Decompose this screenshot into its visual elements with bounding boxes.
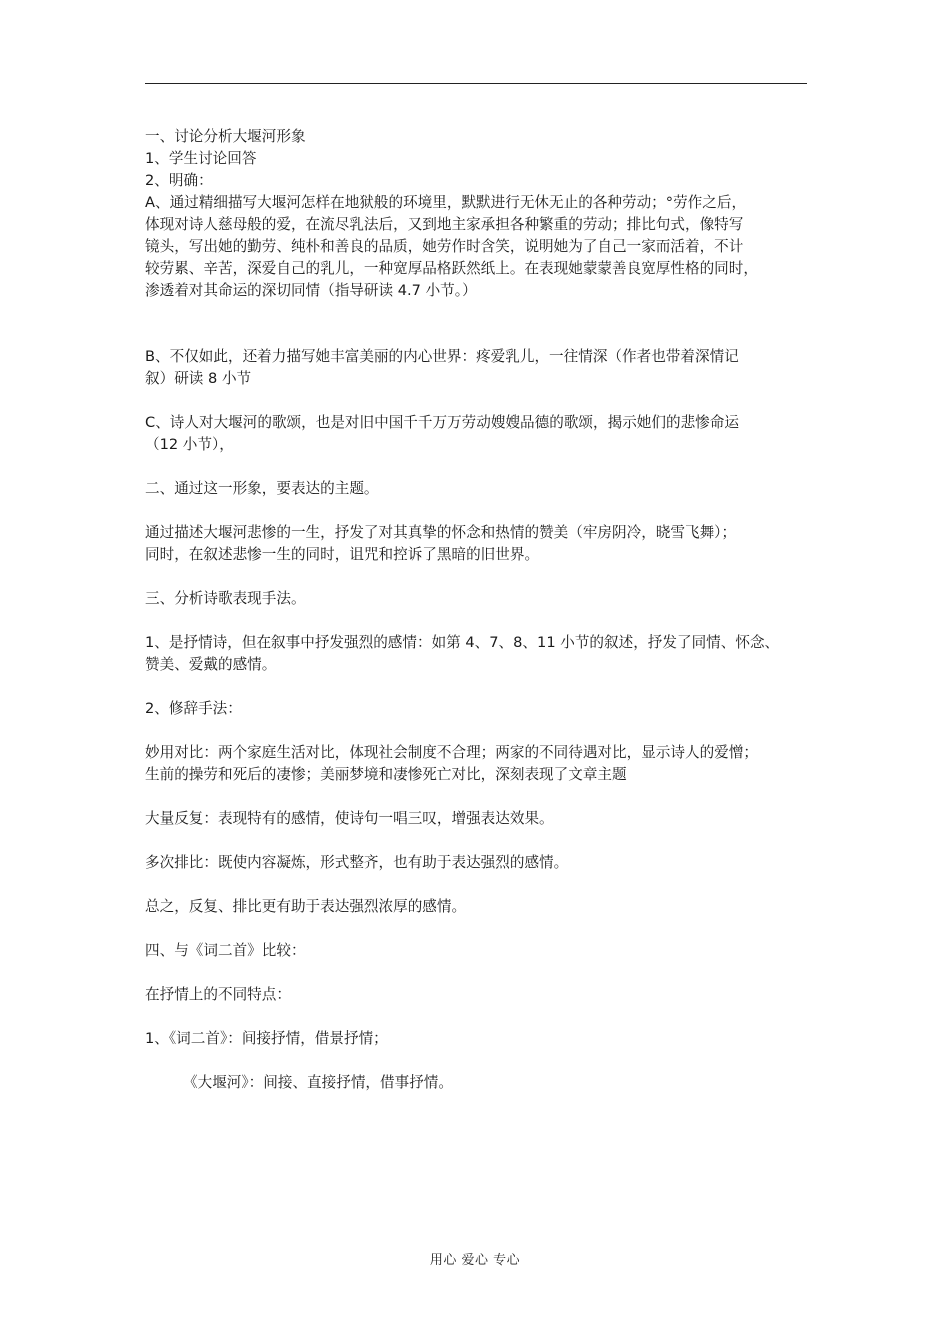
technique-1-line-2: 赞美、爱戴的感情。 [145, 656, 277, 673]
comparison-item-2: 《大堰河》：间接、直接抒情，借事抒情。 [183, 1074, 453, 1091]
paragraph-c-line-2: （12 小节）， [145, 436, 234, 453]
theme-line-1: 通过描述大堰河悲惨的一生，抒发了对其真挚的怀念和热情的赞美（牢房阴冷，晓雪飞舞）； [145, 524, 737, 541]
comparison-subheading: 在抒情上的不同特点： [145, 986, 291, 1003]
paragraph-b-line-1: B、不仅如此，还着力描写她丰富美丽的内心世界：疼爱乳儿，一往情深（作者也带着深情记 [145, 348, 739, 365]
page-footer: 用心 爱心 专心 [429, 1253, 521, 1268]
section-2-heading: 二、通过这一形象，要表达的主题。 [145, 480, 379, 497]
theme-line-2: 同时，在叙述悲惨一生的同时，诅咒和控诉了黑暗的旧世界。 [145, 546, 540, 563]
paragraph-b-line-2: 叙）研读 8 小节 [145, 370, 252, 387]
paragraph-a-line-1: A、通过精细描写大堰河怎样在地狱般的环境里，默默进行无休无止的各种劳动；°劳作之后， [145, 194, 747, 211]
document-body [145, 126, 810, 1094]
contrast-line-1: 妙用对比：两个家庭生活对比，体现社会制度不合理；两家的不同待遇对比，显示诗人的爱憎； [145, 744, 758, 761]
comparison-item-1: 1、《词二首》：间接抒情，借景抒情； [145, 1030, 388, 1047]
repetition-line: 大量反复：表现特有的感情，使诗句一唱三叹，增强表达效果。 [145, 810, 554, 827]
paragraph-a-line-5: 渗透着对其命运的深切同情（指导研读 4.7 小节。） [145, 282, 477, 299]
paragraph-a-line-4: 较劳累、辛苦，深爱自己的乳儿，一种宽厚品格跃然纸上。在表现她蒙蒙善良宽厚性格的同时， [145, 260, 758, 277]
section-1-item-1: 1、学生讨论回答 [145, 150, 257, 167]
parallelism-line: 多次排比：既使内容凝炼，形式整齐，也有助于表达强烈的感情。 [145, 854, 569, 871]
contrast-line-2: 生前的操劳和死后的凄惨；美丽梦境和凄惨死亡对比，深刻表现了文章主题 [145, 766, 627, 783]
header-rule [145, 83, 807, 84]
section-4-heading: 四、与《词二首》比较： [145, 942, 306, 959]
summary-line: 总之，反复、排比更有助于表达强烈浓厚的感情。 [145, 898, 467, 915]
technique-2-heading: 2、修辞手法： [145, 700, 242, 717]
paragraph-a-line-3: 镜头，写出她的勤劳、纯朴和善良的品质，她劳作时含笑，说明她为了自己一家而活着，不计 [145, 238, 744, 255]
paragraph-c-line-1: C、诗人对大堰河的歌颂，也是对旧中国千千万万劳动嫂嫂品德的歌颂，揭示她们的悲惨命运 [145, 414, 739, 431]
paragraph-a-line-2: 体现对诗人慈母般的爱，在流尽乳法后，又到地主家承担各种繁重的劳动；排比句式，像特写 [145, 216, 744, 233]
section-1-heading: 一、讨论分析大堰河形象 [145, 128, 306, 145]
section-3-heading: 三、分析诗歌表现手法。 [145, 590, 306, 607]
technique-1-line-1: 1、是抒情诗，但在叙事中抒发强烈的感情：如第 4、7、8、11 小节的叙述，抒发了同情、怀念、 [145, 634, 780, 651]
section-1-item-2: 2、明确： [145, 172, 213, 189]
